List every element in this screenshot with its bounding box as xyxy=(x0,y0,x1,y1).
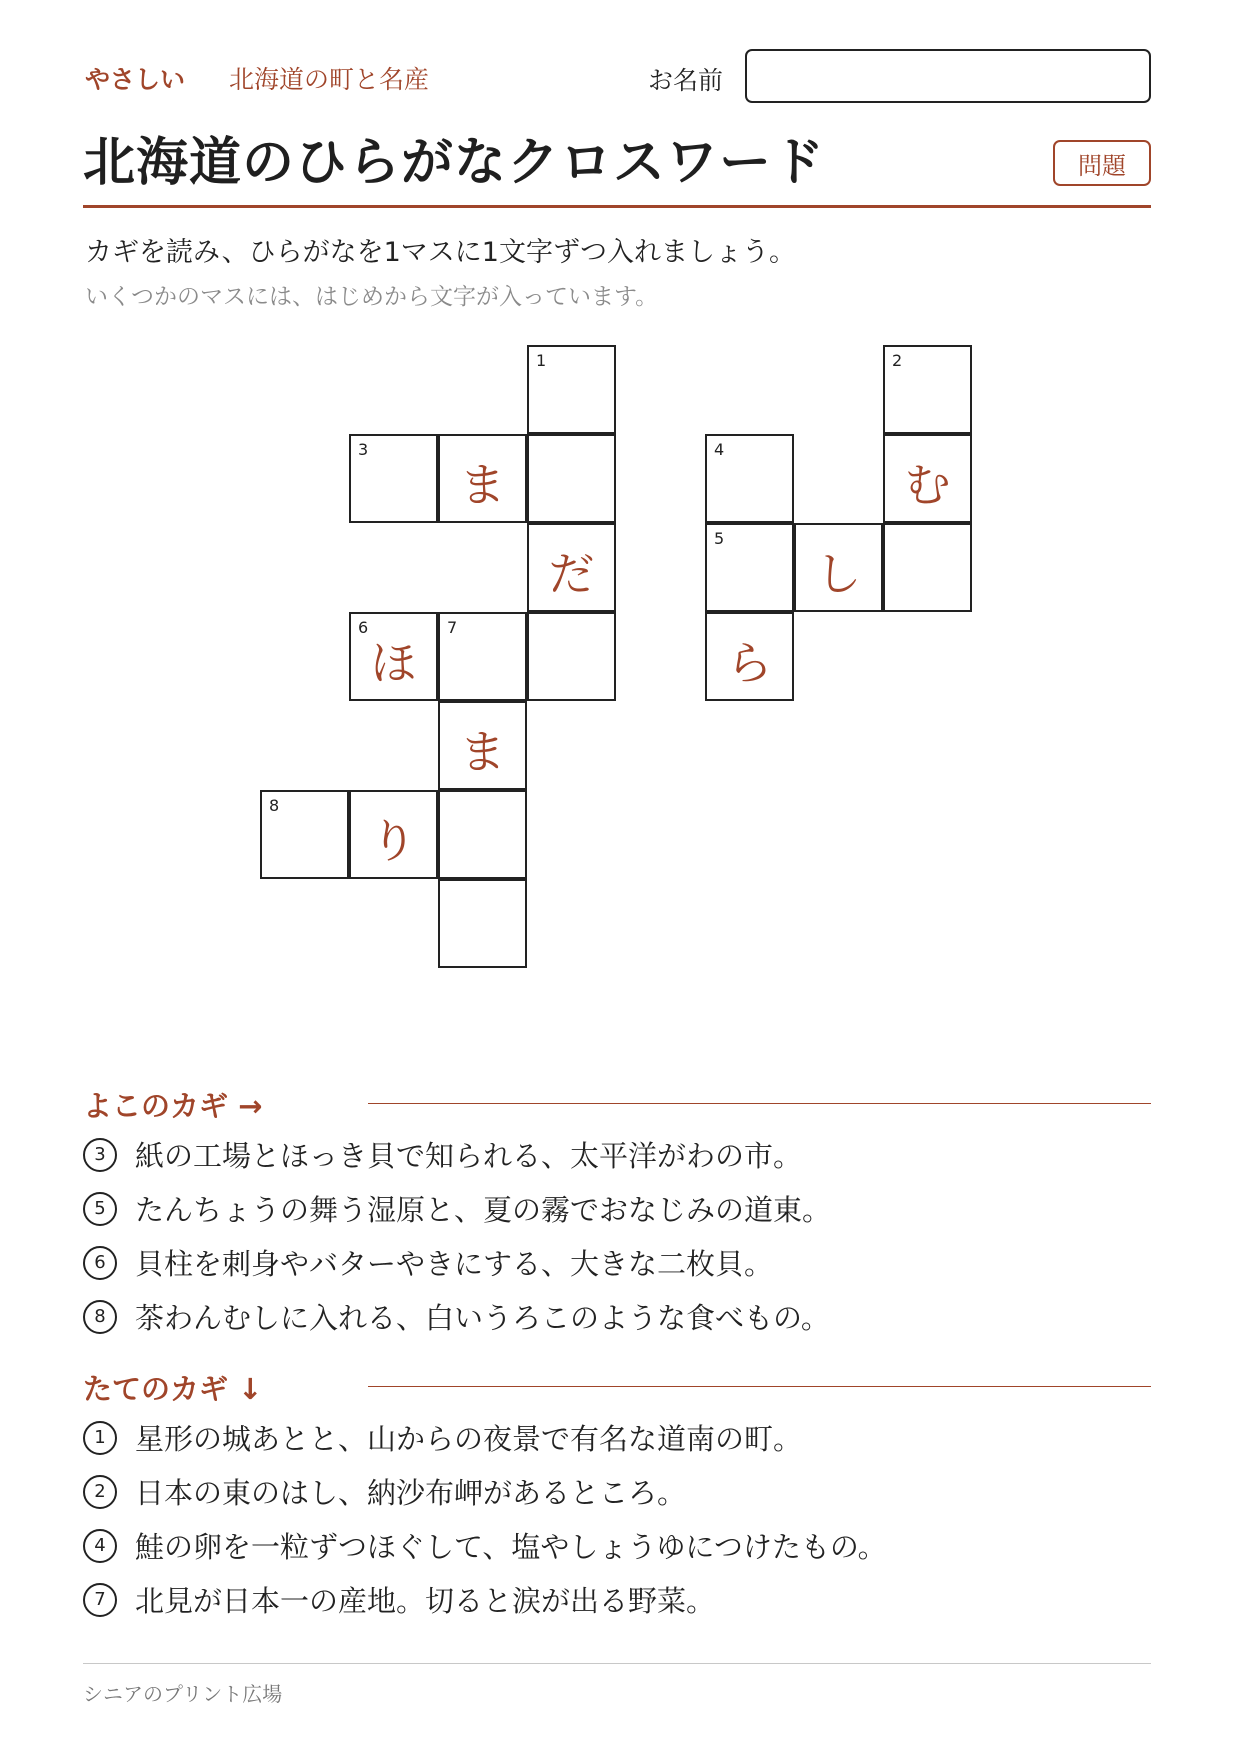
given-letter: ほ xyxy=(370,635,417,690)
clue-text: 紙の工場とほっき貝で知られる、太平洋がわの市。 xyxy=(135,1139,803,1173)
grid-cell[interactable] xyxy=(349,790,438,879)
given-letter: ら xyxy=(726,635,773,690)
given-letter: し xyxy=(815,546,862,601)
grid-cell[interactable] xyxy=(260,790,349,879)
clue-text: 貝柱を刺身やバターやきにする、大きな二枚貝。 xyxy=(135,1247,774,1281)
cell-number: 5 xyxy=(714,529,725,548)
clue-number-badge: 5 xyxy=(83,1192,117,1226)
clue-down xyxy=(83,1579,715,1620)
given-letter: む xyxy=(904,457,951,512)
grid-cell[interactable] xyxy=(794,523,883,612)
clue-across xyxy=(83,1188,831,1229)
clue-down xyxy=(83,1417,802,1458)
grid-cell[interactable] xyxy=(349,612,438,701)
problem-badge: 問題 xyxy=(1053,140,1151,186)
grid-cell[interactable] xyxy=(883,434,972,523)
footer-credit: シニアのプリント広場 xyxy=(83,1682,283,1706)
cell-number: 3 xyxy=(358,440,369,459)
title-divider xyxy=(83,205,1151,208)
clue-across xyxy=(83,1242,773,1283)
crossword-grid xyxy=(260,345,980,975)
name-label: お名前 xyxy=(648,66,724,95)
clue-text: 鮭の卵を一粒ずつほぐして、塩やしょうゆにつけたもの。 xyxy=(135,1530,887,1564)
cell-number: 4 xyxy=(714,440,725,459)
down-heading: たてのカギ ↓ xyxy=(83,1372,263,1406)
clue-number-badge: 2 xyxy=(83,1475,117,1509)
grid-cell[interactable] xyxy=(438,701,527,790)
grid-cell[interactable] xyxy=(705,434,794,523)
clue-down xyxy=(83,1525,887,1566)
cell-number: 6 xyxy=(358,618,369,637)
grid-cell[interactable] xyxy=(438,612,527,701)
given-letter: ま xyxy=(459,457,506,512)
given-letter: だ xyxy=(548,546,595,601)
clue-number-badge: 1 xyxy=(83,1421,117,1455)
theme-label: 北海道の町と名産 xyxy=(229,65,430,94)
grid-cell[interactable] xyxy=(438,879,527,968)
grid-cell[interactable] xyxy=(705,523,794,612)
clue-text: たんちょうの舞う湿原と、夏の霧でおなじみの道東。 xyxy=(135,1193,832,1227)
grid-cell[interactable] xyxy=(705,612,794,701)
instruction-sub: いくつかのマスには、はじめから文字が入っています。 xyxy=(85,284,659,310)
clue-number-badge: 4 xyxy=(83,1529,117,1563)
cell-number: 1 xyxy=(536,351,547,370)
instruction-main: カギを読み、ひらがなを1マスに1文字ずつ入れましょう。 xyxy=(85,237,796,268)
cell-number: 2 xyxy=(892,351,903,370)
across-heading: よこのカギ → xyxy=(83,1089,263,1123)
grid-cell[interactable] xyxy=(438,434,527,523)
name-field[interactable] xyxy=(745,49,1151,103)
clue-number-badge: 8 xyxy=(83,1300,117,1334)
grid-cell[interactable] xyxy=(349,434,438,523)
clue-text: 星形の城あとと、山からの夜景で有名な道南の町。 xyxy=(135,1422,803,1456)
given-letter: ま xyxy=(459,724,506,779)
clue-across xyxy=(83,1296,830,1337)
difficulty-label: やさしい xyxy=(85,65,186,94)
grid-cell[interactable] xyxy=(883,345,972,434)
across-divider xyxy=(368,1103,1151,1104)
clue-across xyxy=(83,1134,802,1175)
clue-text: 茶わんむしに入れる、白いうろこのような食べもの。 xyxy=(135,1301,830,1335)
clue-number-badge: 6 xyxy=(83,1246,117,1280)
grid-cell[interactable] xyxy=(438,790,527,879)
grid-cell[interactable] xyxy=(527,345,616,434)
grid-cell[interactable] xyxy=(527,612,616,701)
cell-number: 8 xyxy=(269,796,280,815)
down-divider xyxy=(368,1386,1151,1387)
grid-cell[interactable] xyxy=(883,523,972,612)
clue-text: 北見が日本一の産地。切ると涙が出る野菜。 xyxy=(135,1584,716,1618)
clue-number-badge: 3 xyxy=(83,1138,117,1172)
clue-number-badge: 7 xyxy=(83,1583,117,1617)
clue-down xyxy=(83,1471,686,1512)
cell-number: 7 xyxy=(447,618,458,637)
clue-text: 日本の東のはし、納沙布岬があるところ。 xyxy=(135,1476,687,1510)
grid-cell[interactable] xyxy=(527,523,616,612)
grid-cell[interactable] xyxy=(527,434,616,523)
page-title: 北海道のひらがなクロスワード xyxy=(83,133,826,193)
footer-divider xyxy=(83,1663,1151,1664)
given-letter: り xyxy=(370,813,417,868)
